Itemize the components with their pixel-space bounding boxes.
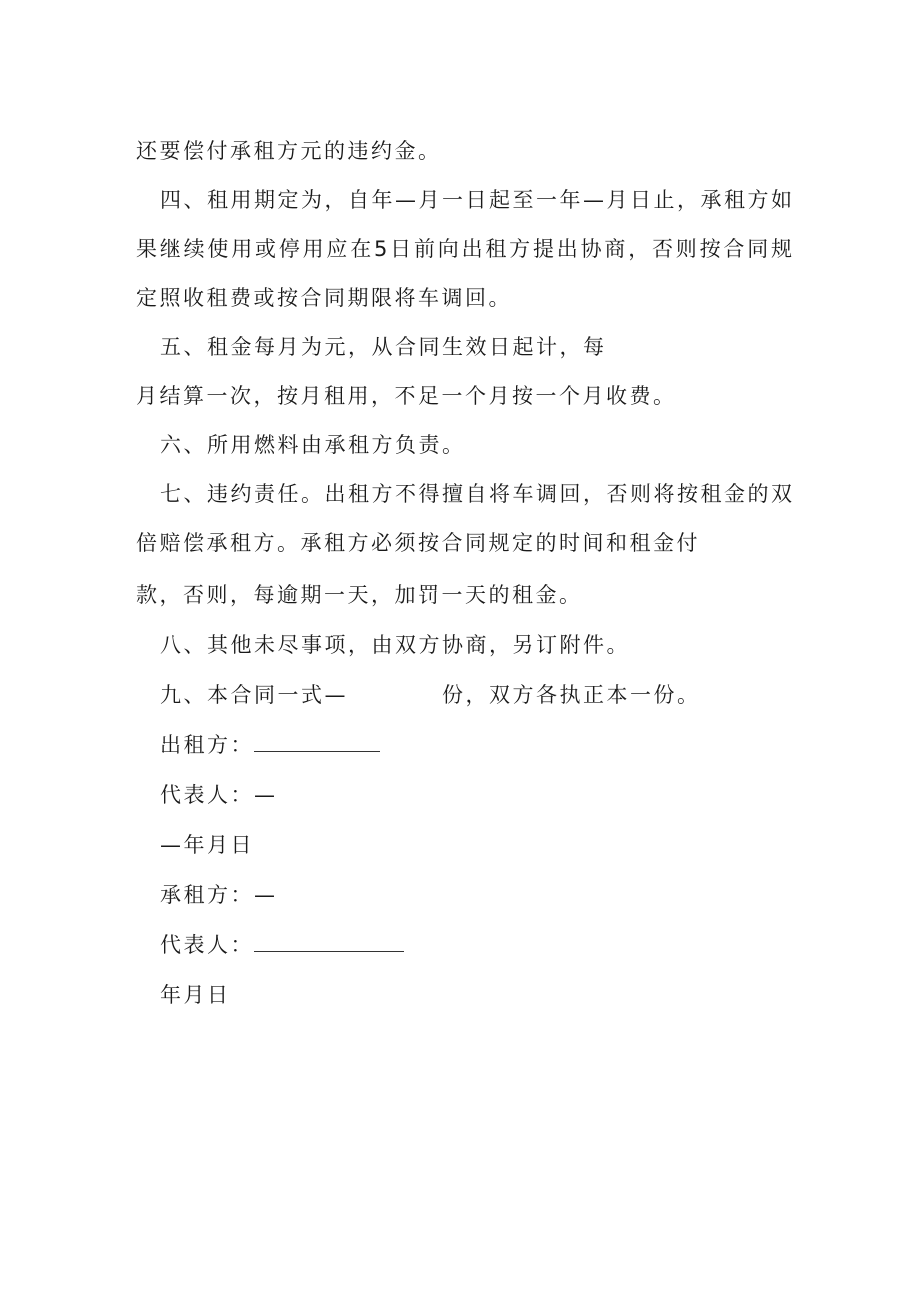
clause-9-end: 份，双方各执正本一份。 — [442, 683, 701, 707]
clause-8: 八、其他未尽事项，由双方协商，另订附件。 — [160, 633, 630, 657]
clause-6: 六、所用燃料由承租方负责。 — [160, 433, 466, 457]
lessee-representative-line — [160, 930, 404, 960]
paragraph-line-1: 还要偿付承租方元的违约金。 — [136, 139, 442, 163]
clause-5-line-1: 五、租金每月为元，从合同生效日起计，每 — [160, 335, 607, 359]
lessee-line: 承租方：— — [160, 883, 278, 907]
lessor-line — [160, 730, 380, 760]
clause-5-line-2: 月结算一次，按月租用，不足一个月按一个月收费。 — [136, 384, 677, 408]
lessor-date: —年月日 — [160, 833, 254, 857]
clause-7-line-3: 款，否则，每逾期一天，加罚一天的租金。 — [136, 583, 583, 607]
lessor-representative: 代表人：— — [160, 783, 278, 807]
lessee-rep-blank — [254, 931, 404, 952]
clause-9 — [160, 680, 701, 710]
clause-7-line-2: 倍赔偿承租方。承租方必须按合同规定的时间和租金付 — [136, 531, 700, 555]
clause-4-line-1: 四、租用期定为，自年—月一日起至一年—月日止，承租方如 — [160, 188, 792, 212]
clause-7-line-1: 七、违约责任。出租方不得擅自将车调回，否则将按租金的双 — [160, 482, 792, 506]
clause-4-line-2: 果继续使用或停用应在5日前向出租方提出协商，否则按合同规 — [136, 237, 792, 261]
clause-9-start: 九、本合同一式— — [160, 683, 348, 707]
lessor-blank — [254, 731, 380, 752]
lessor-label: 出租方： — [160, 733, 254, 757]
lessee-rep-label: 代表人： — [160, 933, 254, 957]
lessee-date: 年月日 — [160, 983, 231, 1007]
clause-4-line-3: 定照收租费或按合同期限将车调回。 — [136, 286, 512, 310]
